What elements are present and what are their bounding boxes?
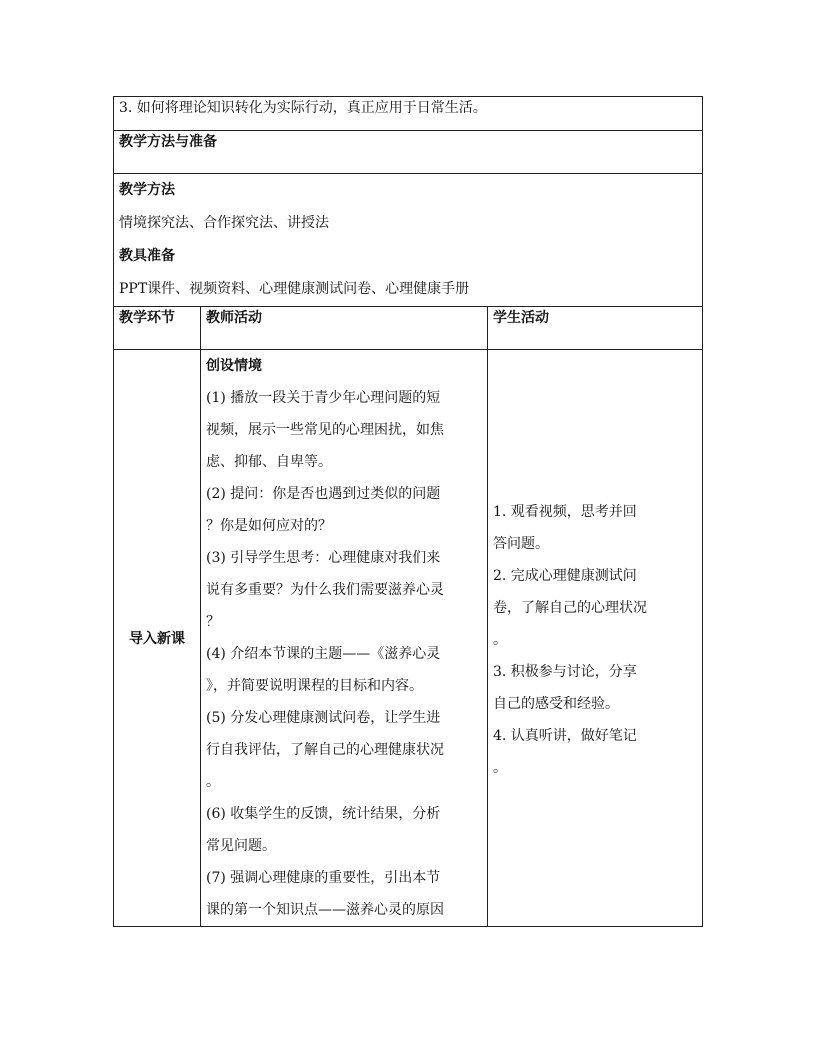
teacher-activity-line: (4) 介绍本节课的主题——《滋养心灵 [206, 646, 441, 662]
teacher-activity-line: 说有多重要？为什么我们需要滋养心灵 [206, 582, 444, 598]
header-student: 学生活动 [488, 307, 703, 350]
teacher-activity-line: 虑、抑郁、自卑等。 [206, 454, 332, 470]
student-activity-line: 卷，了解自己的心理状况 [493, 600, 647, 616]
student-activity-cell [488, 350, 703, 927]
teacher-activity-line: (3) 引导学生思考：心理健康对我们来 [206, 550, 441, 566]
student-activity-line: 4. 认真听讲，做好笔记 [493, 728, 637, 744]
materials-text: PPT课件、视频资料、心理健康测试问卷、心理健康手册 [119, 281, 470, 297]
teacher-activity-line: (5) 分发心理健康测试问卷，让学生进 [206, 710, 441, 726]
student-activity-line: 1. 观看视频，思考并回 [493, 504, 637, 520]
teacher-activity-line: (7) 强调心理健康的重要性，引出本节 [206, 870, 441, 886]
methods-text: 情境探究法、合作探究法、讲授法 [119, 215, 329, 231]
student-activity-line: 。 [493, 760, 507, 776]
top-item-text: 3. 如何将理论知识转化为实际行动，真正应用于日常生活。 [114, 97, 703, 131]
student-activity-line: 答问题。 [493, 536, 549, 552]
student-activity-line: 2. 完成心理健康测试问 [493, 568, 637, 584]
section-title: 教学方法与准备 [114, 131, 703, 174]
teacher-activity-lines [206, 382, 482, 926]
teacher-activity-line: (2) 提问：你是否也遇到过类似的问题 [206, 486, 441, 502]
table-header-row [114, 307, 703, 350]
teacher-activity-line: ？ [206, 614, 220, 630]
teacher-activity-line: 》，并简要说明课程的目标和内容。 [206, 678, 423, 694]
teacher-activity-line: 。 [206, 774, 220, 790]
lesson-row [114, 350, 703, 927]
lesson-plan-table [113, 96, 703, 927]
header-teacher: 教师活动 [201, 307, 488, 350]
teacher-activity-line: ？你是如何应对的？ [206, 518, 332, 534]
methods-preparation-cell [114, 174, 703, 307]
teacher-activity-line: (1) 播放一段关于青少年心理问题的短 [206, 390, 441, 406]
header-stage: 教学环节 [114, 307, 201, 350]
student-activity-line: 3. 积极参与讨论，分享 [493, 664, 637, 680]
materials-heading: 教具准备 [119, 248, 175, 264]
teacher-activity-line: 视频，展示一些常见的心理困扰，如焦 [206, 422, 444, 438]
teacher-activity-line: (6) 收集学生的反馈，统计结果，分析 [206, 806, 441, 822]
methods-heading: 教学方法 [119, 182, 175, 198]
teacher-activity-line: 行自我评估，了解自己的心理健康状况 [206, 742, 444, 758]
top-item-row [114, 97, 703, 131]
stage-name: 导入新课 [114, 350, 201, 927]
teacher-activity-line: 课的第一个知识点——滋养心灵的原因 [206, 902, 444, 918]
teacher-activity-line: 常见问题。 [206, 838, 276, 854]
section-title-row [114, 131, 703, 174]
methods-preparation-row [114, 174, 703, 307]
teacher-activity-title: 创设情境 [206, 358, 262, 374]
student-activity-line: 自己的感受和经验。 [493, 696, 619, 712]
student-activity-lines [493, 492, 697, 784]
student-activity-line: 。 [493, 632, 507, 648]
teacher-activity-cell [201, 350, 488, 927]
